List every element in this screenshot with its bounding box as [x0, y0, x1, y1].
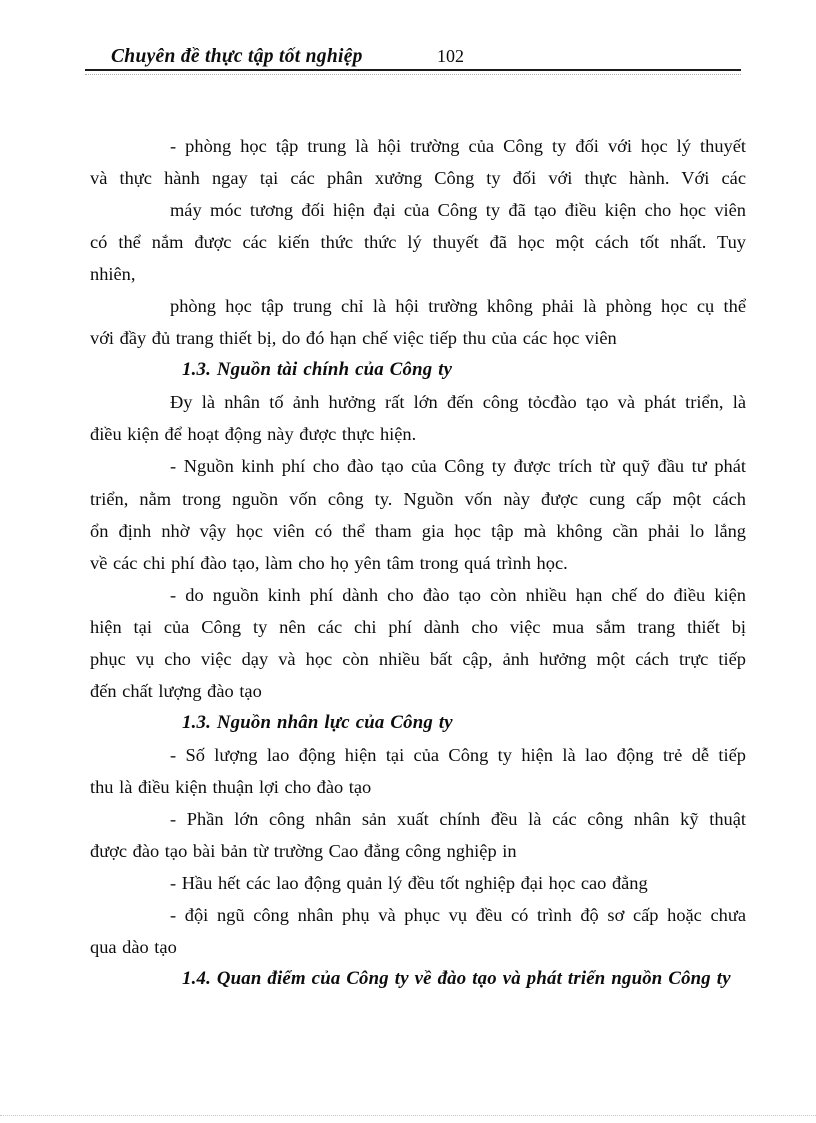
text-line: - Số lượng lao động hiện tại của Công ty hiện là lao động trẻ dễ tiếp [170, 744, 746, 765]
text-line: - Hầu hết các lao động quản lý đều tốt nghiệp đại học cao đẳng [170, 873, 648, 894]
header-rule [85, 74, 741, 75]
text-line: ổn định nhờ vậy học viên có thể tham gia học tập mà không cần phải lo lắng [90, 520, 746, 541]
section-heading: 1.3. Nguồn tài chính của Công ty [182, 359, 453, 381]
document-body [90, 130, 746, 995]
text-line: triển, nằm trong nguồn vốn công ty. Nguồn vốn này được cung cấp một cách [90, 488, 746, 509]
page-header [85, 40, 741, 71]
text-line: có thể nắm được các kiến thức thức lý thuyết đã học một cách tốt nhất. Tuy [90, 232, 746, 253]
text-line: - Nguồn kinh phí cho đào tạo của Công ty được trích từ quỹ đầu tư phát [170, 456, 746, 477]
text-line: - đội ngũ công nhân phụ và phục vụ đều có trình độ sơ cấp hoặc chưa [170, 905, 746, 926]
text-line: về các chi phí đào tạo, làm cho họ yên tâm trong quá trình học. [90, 552, 568, 573]
section-heading: 1.4. Quan điểm của Công ty về đào tạo và phát triển nguồn Công ty [182, 968, 731, 990]
text-line: - do nguồn kinh phí dành cho đào tạo còn nhiều hạn chế do điều kiện [170, 584, 746, 605]
text-line: với đầy đủ trang thiết bị, do đó hạn chế việc tiếp thu của các học viên [90, 328, 617, 349]
text-line: máy móc tương đối hiện đại của Công ty đã tạo điều kiện cho học viên [170, 200, 746, 221]
text-line: nhiên, [90, 264, 136, 285]
text-line: hiện tại của Công ty nên các chi phí dành cho việc mua sắm trang thiết bị [90, 616, 746, 637]
text-line: và thực hành ngay tại các phân xưởng Công ty đối với thực hành. Với các [90, 168, 746, 189]
page-number: 102 [437, 46, 464, 66]
text-line: Đy là nhân tố ảnh hưởng rất lớn đến công tỏcđào tạo và phát triển, là [170, 392, 746, 413]
section-heading: 1.3. Nguồn nhân lực của Công ty [182, 711, 453, 733]
text-line: đến chất lượng đào tạo [90, 680, 262, 701]
text-line: thu là điều kiện thuận lợi cho đào tạo [90, 776, 372, 797]
text-line: được đào tạo bài bản từ trường Cao đẳng công nghiệp in [90, 841, 517, 862]
text-line: phòng học tập trung chỉ là hội trường không phải là phòng học cụ thể [170, 296, 746, 317]
header-title: Chuyên đề thực tập tốt nghiệp [111, 46, 363, 67]
text-line: qua dào tạo [90, 937, 177, 958]
text-line: - Phần lớn công nhân sản xuất chính đều là các công nhân kỹ thuật [170, 808, 746, 829]
text-line: điều kiện để hoạt động này được thực hiện. [90, 424, 417, 445]
page-bottom-rule [0, 1115, 816, 1116]
text-line: phục vụ cho việc dạy và học còn nhiều bất cập, ảnh hưởng một cách trực tiếp [90, 648, 746, 669]
text-line: - phòng học tập trung là hội trường của Công ty đối với học lý thuyết [170, 136, 746, 156]
